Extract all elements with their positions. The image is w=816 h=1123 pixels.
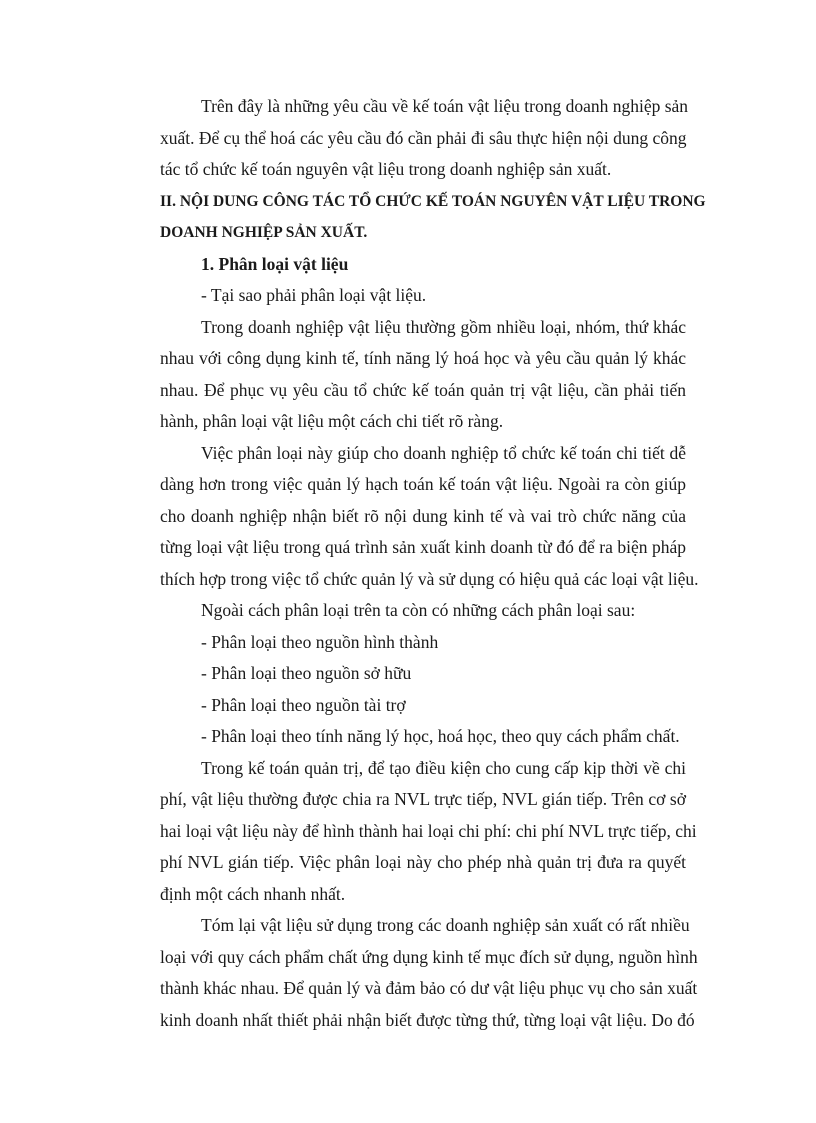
- text-line: phí, vật liệu thường được chia ra NVL trực tiếp, NVL gián tiếp. Trên cơ sở: [160, 789, 686, 809]
- text-line: loại với quy cách phẩm chất ứng dụng kinh tế mục đích sử dụng, nguồn hình: [160, 946, 698, 967]
- text-line: thích hợp trong việc tổ chức quản lý và sử dụng có hiệu quả các loại vật liệu.: [160, 568, 699, 589]
- text-line: kinh doanh nhất thiết phải nhận biết được từng thứ, từng loại vật liệu. Do đó: [160, 1009, 695, 1030]
- list-item: - Tại sao phải phân loại vật liệu.: [201, 285, 427, 305]
- text-line: cho doanh nghiệp nhận biết rõ nội dung kinh tế và vai trò chức năng của: [160, 505, 686, 526]
- text-line: Ngoài cách phân loại trên ta còn có những cách phân loại sau:: [201, 600, 636, 620]
- list-item: - Phân loại theo nguồn hình thành: [201, 631, 439, 652]
- text-line: nhau. Để phục vụ yêu cầu tổ chức kế toán quản trị vật liệu, cần phải tiến: [160, 379, 686, 400]
- text-line: Trong doanh nghiệp vật liệu thường gồm nhiều loại, nhóm, thứ khác: [201, 316, 686, 337]
- text-line: Trong kế toán quản trị, để tạo điều kiện cho cung cấp kịp thời về chi: [201, 757, 686, 778]
- section-heading-line: DOANH NGHIỆP SẢN XUẤT.: [160, 224, 368, 241]
- text-line: hai loại vật liệu này để hình thành hai loại chi phí: chi phí NVL trực tiếp, chi: [160, 820, 697, 841]
- text-line: xuất. Để cụ thể hoá các yêu cầu đó cần phải đi sâu thực hiện nội dung công: [160, 127, 687, 148]
- subsection-heading: 1. Phân loại vật liệu: [201, 253, 349, 274]
- text-line: dàng hơn trong việc quản lý hạch toán kế toán vật liệu. Ngoài ra còn giúp: [160, 474, 686, 494]
- text-line: Trên đây là những yêu cầu về kế toán vật liệu trong doanh nghiệp sản: [201, 96, 689, 116]
- text-line: phí NVL gián tiếp. Việc phân loại này cho phép nhà quản trị đưa ra quyết: [160, 852, 686, 872]
- list-item: - Phân loại theo nguồn tài trợ: [201, 694, 406, 715]
- section-heading-line: II. NỘI DUNG CÔNG TÁC TỔ CHỨC KẾ TOÁN NGUYÊN VẬT LIỆU TRONG: [160, 192, 706, 210]
- text-line: tác tổ chức kế toán nguyên vật liệu trong doanh nghiệp sản xuất.: [160, 159, 612, 179]
- list-item: - Phân loại theo nguồn sở hữu: [201, 663, 412, 683]
- text-line: Tóm lại vật liệu sử dụng trong các doanh nghiệp sản xuất có rất nhiều: [201, 915, 690, 935]
- text-line: nhau với công dụng kinh tế, tính năng lý hoá học và yêu cầu quản lý khác: [160, 348, 686, 368]
- document-body: [160, 91, 706, 1036]
- list-item: - Phân loại theo tính năng lý học, hoá học, theo quy cách phẩm chất.: [201, 726, 680, 746]
- text-line: hành, phân loại vật liệu một cách chi tiết rõ ràng.: [160, 411, 504, 431]
- text-line: định một cách nhanh nhất.: [160, 883, 346, 904]
- text-line: thành khác nhau. Để quản lý và đảm bảo có dư vật liệu phục vụ cho sản xuất: [160, 978, 698, 998]
- text-line: từng loại vật liệu trong quá trình sản xuất kinh doanh từ đó để ra biện pháp: [160, 537, 686, 557]
- text-line: Việc phân loại này giúp cho doanh nghiệp tổ chức kế toán chi tiết dễ: [201, 442, 686, 463]
